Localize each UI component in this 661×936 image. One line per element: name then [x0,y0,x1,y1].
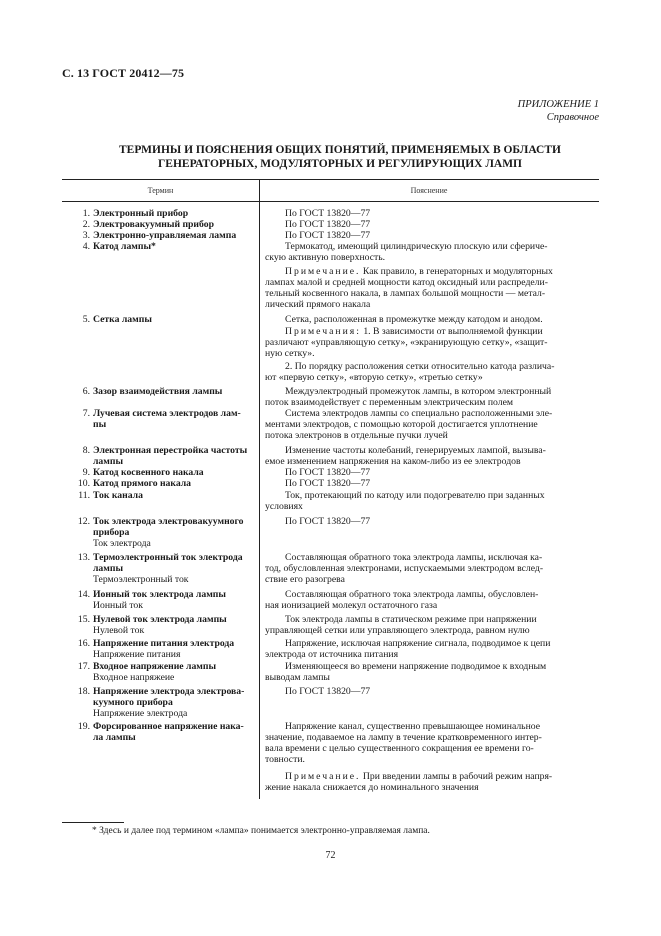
explanation-line: различают «управляющую сетку», «экранирующую сетку», «защит- [265,337,548,348]
term-synonym: Ионный ток [93,600,143,611]
term-cell [62,314,258,325]
term-synonym: Ток электрода [93,538,151,549]
term-number: 17. [77,661,90,672]
footnote-rule [62,822,124,823]
term-number: 12. [77,516,90,527]
term-name: Электронно-управляемая лампа [93,230,237,241]
explanation-cell [265,589,599,611]
explanation-cell [265,661,599,683]
explanation-line: лический прямого накала [265,299,371,310]
explanation-line: товности. [265,754,305,765]
term-name: Нулевой ток электрода лампы [93,614,227,625]
explanation-line: вала времени с целью существенного сокращения ее времени го- [265,743,534,754]
explanation-line: По ГОСТ 13820—77 [285,467,371,478]
term-cell [62,614,258,636]
explanation-cell [265,686,599,697]
term-synonym: Нулевой ток [93,625,145,636]
term-name: Электронный прибор [93,208,189,219]
explanation-cell [265,326,599,359]
column-header-explanation: Пояснение [410,186,448,195]
explanation-line: скую активную поверхность. [265,252,386,263]
explanation-line: Примечание. Как правило, в генераторных и модуляторных [285,266,553,277]
explanation-cell [265,386,599,408]
explanation-line: Составляющая обратного тока электрода лампы, обусловлен- [285,589,539,600]
term-number: 11. [78,490,90,501]
term-cell [62,589,258,611]
term-cell [62,516,258,549]
document-title-line-1: ТЕРМИНЫ И ПОЯСНЕНИЯ ОБЩИХ ПОНЯТИЙ, ПРИМЕНЯЕМЫХ В ОБЛАСТИ [119,144,561,156]
explanation-line: По ГОСТ 13820—77 [285,686,371,697]
explanation-line: жение накала снижается до номинального значения [265,782,479,793]
term-name-continued: куумного прибора [93,697,173,708]
term-synonym: Термоэлектронный ток [93,574,189,585]
explanation-cell [265,230,599,241]
term-name: Напряжение электрода электрова- [93,686,245,697]
explanation-cell [265,638,599,660]
term-cell [62,445,258,467]
term-cell [62,686,258,719]
term-number: 10. [77,478,90,489]
term-name: Форсированное напряжение нака- [93,721,244,732]
term-name-continued: лампы [93,563,124,574]
term-name: Электронная перестройка частоты [93,445,248,456]
explanation-line: По ГОСТ 13820—77 [285,219,371,230]
table-header-rule [62,201,599,202]
explanation-cell [265,721,599,765]
explanation-line: Примечания: 1. В зависимости от выполняемой функции [285,326,543,337]
explanation-line: электрода от источника питания [265,649,399,660]
term-cell [62,467,258,478]
term-cell [62,408,258,430]
term-number: 9. [82,467,90,478]
explanation-cell [265,314,599,325]
term-name: Лучевая система электродов лам- [93,408,241,419]
explanation-cell [265,241,599,263]
term-number: 2. [82,219,90,230]
term-cell [62,490,258,501]
explanation-line: 2. По порядку расположения сетки относительно катода различа- [285,361,555,372]
explanation-line: Составляющая обратного тока электрода лампы, исключая ка- [285,552,543,563]
term-name: Катод косвенного накала [93,467,204,478]
explanation-line: тод, обусловленная электронами, испускаемыми электродом вслед- [265,563,544,574]
explanation-line: условиях [265,501,303,512]
page-number: 72 [325,850,336,861]
explanation-line: ствие его разогрева [265,574,345,585]
explanation-line: тельный косвенного накала, в лампах большой мощности — метал- [265,288,546,299]
term-name-continued: лампы [93,456,124,467]
term-name: Катод лампы* [93,241,156,252]
term-name: Катод прямого накала [93,478,192,489]
explanation-line: потока электронов в отдельные пучки лучей [265,430,448,441]
explanation-line: Термокатод, имеющий цилиндрическую плоскую или сфериче- [285,241,548,252]
appendix-kind: Справочное [546,112,599,123]
explanation-line: значение, подаваемое на лампу в течение кратковременного интер- [265,732,542,743]
term-cell [62,208,258,219]
explanation-line: Система электродов лампы со специально расположенными эле- [285,408,553,419]
term-number: 7. [82,408,90,419]
explanation-cell [265,490,599,512]
explanation-line: Напряжение канал, существенно превышающее номинальное [285,721,541,732]
term-name: Термоэлектронный ток электрода [93,552,243,563]
term-synonym: Входное напряжеие [93,672,175,683]
footnote: * Здесь и далее под термином «лампа» понимается электронно-управляемая лампа. [92,826,430,836]
term-name: Ионный ток электрода лампы [93,589,226,600]
explanation-line: поток взаимодействует с переменным электрическим полем [265,397,514,408]
term-cell [62,241,258,252]
term-number: 8. [82,445,90,456]
term-synonym: Напряжение питания [93,649,181,660]
explanation-line: По ГОСТ 13820—77 [285,478,371,489]
explanation-line: емое изменением напряжения на каком-либо из ее электродов [265,456,521,467]
explanation-line: выводам лампы [265,672,330,683]
term-number: 5. [82,314,90,325]
explanation-line: управляющей сетки или управляющего электрода, равном нулю [265,625,530,636]
explanation-cell [265,614,599,636]
explanation-cell [265,408,599,441]
document-title [70,144,610,171]
explanation-line: Напряжение, исключая напряжение сигнала, подводимое к цепи [285,638,551,649]
explanation-line: ная ионизацией молекул остаточного газа [265,600,438,611]
explanation-line: По ГОСТ 13820—77 [285,516,371,527]
term-name: Входное напряжение лампы [93,661,217,672]
explanation-cell [265,266,599,310]
term-number: 15. [77,614,90,625]
term-number: 1. [82,208,90,219]
term-name: Напряжение питания электрода [93,638,235,649]
explanation-line: Сетка, расположенная в промежутке между катодом и анодом. [285,314,543,325]
explanation-line: ют «первую сетку», «вторую сетку», «третью сетку» [265,372,483,383]
term-name: Сетка лампы [93,314,152,325]
term-name: Электровакуумный прибор [93,219,214,230]
explanation-cell [265,219,599,230]
explanation-line: По ГОСТ 13820—77 [285,230,371,241]
explanation-cell [265,771,599,793]
column-header-term: Термин [147,186,174,195]
term-name-continued: ла лампы [93,732,136,743]
table-column-divider [259,179,260,799]
term-cell [62,478,258,489]
term-number: 16. [77,638,90,649]
appendix-title: ПРИЛОЖЕНИЕ 1 [517,99,599,110]
term-cell [62,230,258,241]
term-cell [62,219,258,230]
explanation-line: Примечание. При введении лампы в рабочий режим напря- [285,771,553,782]
page-header: С. 13 ГОСТ 20412—75 [62,66,185,80]
term-number: 6. [82,386,90,397]
explanation-line: Изменяющееся во времени напряжение подводимое к входным [285,661,547,672]
term-cell [62,721,258,743]
explanation-line: ную сетку». [265,348,315,359]
term-name: Ток электрода электровакуумного [93,516,244,527]
explanation-cell [265,552,599,585]
explanation-line: Междуэлектродный промежуток лампы, в котором электронный [285,386,552,397]
explanation-line: Ток, протекающий по катоду или подогревателю при заданных [285,490,545,501]
term-number: 18. [77,686,90,697]
table-top-rule [62,179,599,180]
term-synonym: Напряжение электрода [93,708,188,719]
explanation-cell [265,361,599,383]
term-name: Зазор взаимодействия лампы [93,386,223,397]
term-name-continued: прибора [93,527,130,538]
explanation-line: Изменение частоты колебаний, генерируемых лампой, вызыва- [285,445,546,456]
explanation-line: Ток электрода лампы в статическом режиме при напряжении [285,614,537,625]
explanation-cell [265,478,599,489]
explanation-cell [265,516,599,527]
term-cell [62,638,258,660]
term-number: 3. [82,230,90,241]
term-cell [62,661,258,683]
term-name-continued: пы [93,419,107,430]
explanation-line: ментами электродов, с помощью которой достигается уплотнение [265,419,538,430]
term-name: Ток канала [93,490,143,501]
explanation-cell [265,208,599,219]
term-number: 19. [77,721,90,732]
term-cell [62,552,258,585]
term-number: 14. [77,589,90,600]
term-number: 13. [77,552,90,563]
term-number: 4. [82,241,90,252]
explanation-line: лампах малой и средней мощности катод оксидный или распредели- [265,277,548,288]
appendix-label [518,98,599,124]
explanation-cell [265,445,599,467]
document-title-line-2: ГЕНЕРАТОРНЫХ, МОДУЛЯТОРНЫХ И РЕГУЛИРУЮЩИХ ЛАМП [157,157,523,170]
explanation-cell [265,467,599,478]
term-cell [62,386,258,397]
explanation-line: По ГОСТ 13820—77 [285,208,371,219]
